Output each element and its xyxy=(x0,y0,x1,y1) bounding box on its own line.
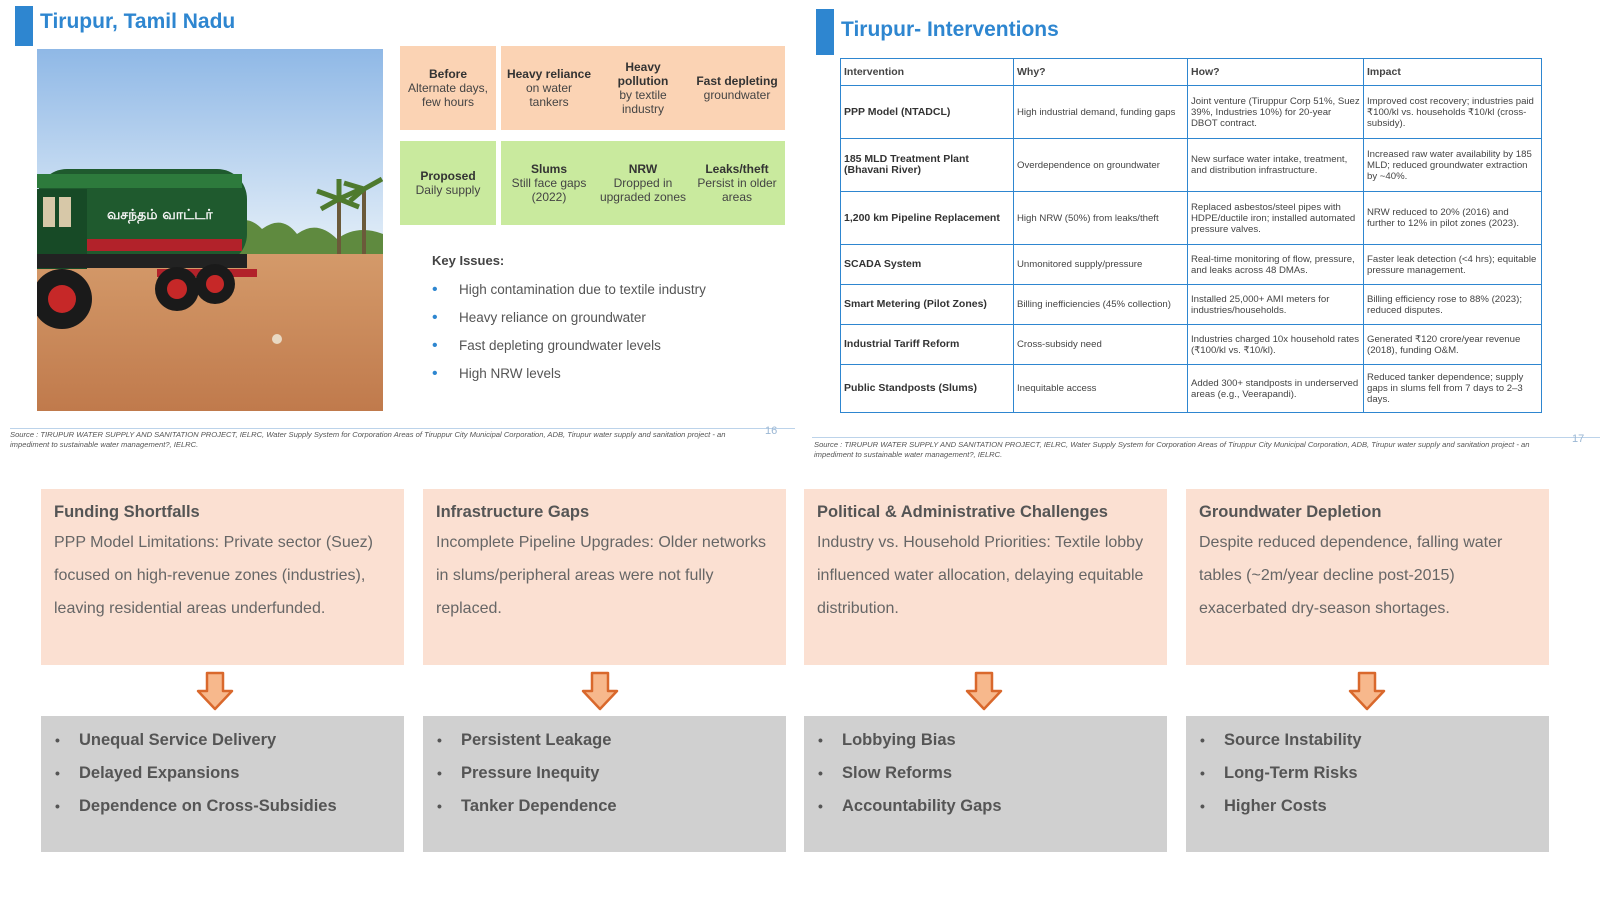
table-cell: Cross-subsidy need xyxy=(1014,325,1188,365)
source-divider xyxy=(10,428,795,429)
key-issues-list xyxy=(432,280,706,392)
table-row xyxy=(841,192,1542,245)
challenge-text: Despite reduced dependence, falling water tables (~2m/year decline post-2015) exacerbated dry-season shortages. xyxy=(1199,534,1503,617)
challenge-card-political xyxy=(804,489,1167,665)
tile-nrw: NRW Dropped in upgraded zones xyxy=(595,141,691,225)
key-issue-item: • High NRW levels xyxy=(432,364,706,392)
effect-item: • Accountability Gaps xyxy=(818,795,1153,828)
column-header: Impact xyxy=(1364,59,1542,86)
key-issue-item: • Heavy reliance on groundwater xyxy=(432,308,706,336)
tile-before: Before Alternate days, few hours xyxy=(400,46,496,130)
down-arrow-icon xyxy=(964,671,1004,711)
challenge-text: PPP Model Limitations: Private sector (Suez) focused on high-revenue zones (industries), leaving residential areas underfunded. xyxy=(54,534,373,617)
table-row xyxy=(841,285,1542,325)
effect-item: • Dependence on Cross-Subsidies xyxy=(55,795,390,828)
table-cell: Improved cost recovery; industries paid ₹100/kl vs. households ₹10/kl (cross-subsidy). xyxy=(1364,86,1542,139)
tile-heavy-reliance: Heavy reliance on water tankers xyxy=(501,46,597,130)
source-citation-right: Source : TIRUPUR WATER SUPPLY AND SANITATION PROJECT, IELRC, Water Supply System for Corporation Areas of Tiruppur City Municipal Corporation, ADB, Tirupur water supply and sanitation project - an impediment to sustainable water management?, IELRC. xyxy=(814,440,1530,459)
challenge-text: Industry vs. Household Priorities: Textile lobby influenced water allocation, delaying equitable distribution. xyxy=(817,534,1144,617)
effect-item: • Slow Reforms xyxy=(818,762,1153,795)
table-cell: 1,200 km Pipeline Replacement xyxy=(841,192,1014,245)
slide-title-right: Tirupur- Interventions xyxy=(841,18,1059,41)
challenge-card-groundwater xyxy=(1186,489,1549,665)
effects-card-groundwater xyxy=(1186,716,1549,852)
table-row xyxy=(841,325,1542,365)
table-cell: Overdependence on groundwater xyxy=(1014,139,1188,192)
effect-item: • Persistent Leakage xyxy=(437,729,772,762)
title-accent-bar-right xyxy=(816,9,834,55)
table-row xyxy=(841,245,1542,285)
table-cell: High NRW (50%) from leaks/theft xyxy=(1014,192,1188,245)
down-arrow-icon xyxy=(195,671,235,711)
challenge-text: Incomplete Pipeline Upgrades: Older networks in slums/peripheral areas were not fully replaced. xyxy=(436,534,766,617)
table-cell: Installed 25,000+ AMI meters for industries/households. xyxy=(1188,285,1364,325)
tank-lettering: வசந்தம் வாட்டர் xyxy=(107,207,213,223)
effect-item: • Lobbying Bias xyxy=(818,729,1153,762)
table-cell: Joint venture (Tiruppur Corp 51%, Suez 39%, Industries 10%) for 20-year DBOT contract. xyxy=(1188,86,1364,139)
table-header-row xyxy=(841,59,1542,86)
table-cell: Faster leak detection (<4 hrs); equitable pressure management. xyxy=(1364,245,1542,285)
column-header: Why? xyxy=(1014,59,1188,86)
table-cell: NRW reduced to 20% (2016) and further to 12% in pilot zones (2023). xyxy=(1364,192,1542,245)
challenge-title: Funding Shortfalls xyxy=(54,503,200,521)
table-cell: Added 300+ standposts in underserved areas (e.g., Veerapandi). xyxy=(1188,365,1364,413)
table-cell: Smart Metering (Pilot Zones) xyxy=(841,285,1014,325)
down-arrow-icon xyxy=(580,671,620,711)
table-cell: Real-time monitoring of flow, pressure, and leaks across 48 DMAs. xyxy=(1188,245,1364,285)
table-cell: Replaced asbestos/steel pipes with HDPE/ductile iron; installed automated pressure valves. xyxy=(1188,192,1364,245)
source-citation-left: Source : TIRUPUR WATER SUPPLY AND SANITATION PROJECT, IELRC, Water Supply System for Corporation Areas of Tiruppur City Municipal Corporation, ADB, Tirupur water supply and sanitation project - an impediment to sustainable water management?, IELRC. xyxy=(10,430,726,449)
tile-slums: Slums Still face gaps (2022) xyxy=(501,141,597,225)
challenge-title: Political & Administrative Challenges xyxy=(817,503,1108,521)
water-tanker-illustration xyxy=(37,49,383,411)
table-cell: Reduced tanker dependence; supply gaps in slums fell from 7 days to 2–3 days. xyxy=(1364,365,1542,413)
challenge-title: Groundwater Depletion xyxy=(1199,503,1382,521)
table-cell: Increased raw water availability by 185 MLD; reduced groundwater extraction by ~40%. xyxy=(1364,139,1542,192)
page-number-left: 16 xyxy=(765,425,778,437)
table-cell: High industrial demand, funding gaps xyxy=(1014,86,1188,139)
table-cell: Unmonitored supply/pressure xyxy=(1014,245,1188,285)
table-cell: Generated ₹120 crore/year revenue (2018), funding O&M. xyxy=(1364,325,1542,365)
table-cell: PPP Model (NTADCL) xyxy=(841,86,1014,139)
table-row xyxy=(841,139,1542,192)
column-header: How? xyxy=(1188,59,1364,86)
effect-item: • Pressure Inequity xyxy=(437,762,772,795)
tile-proposed: Proposed Daily supply xyxy=(400,141,496,225)
left-slide xyxy=(0,0,795,455)
tile-fast-depleting: Fast depleting groundwater xyxy=(689,46,785,130)
column-header: Intervention xyxy=(841,59,1014,86)
key-issues-title: Key Issues: xyxy=(432,253,505,268)
table-row xyxy=(841,86,1542,139)
source-divider-right xyxy=(812,437,1600,438)
title-accent-bar xyxy=(15,6,33,46)
slide-title-left: Tirupur, Tamil Nadu xyxy=(40,10,236,33)
down-arrow-icon xyxy=(1347,671,1387,711)
challenge-card-funding xyxy=(41,489,404,665)
table-cell: 185 MLD Treatment Plant (Bhavani River) xyxy=(841,139,1014,192)
table-cell: Billing efficiency rose to 88% (2023); reduced disputes. xyxy=(1364,285,1542,325)
water-tanker-photo xyxy=(37,49,383,411)
challenge-card-infrastructure xyxy=(423,489,786,665)
table-cell: Public Standposts (Slums) xyxy=(841,365,1014,413)
effects-card-infrastructure xyxy=(423,716,786,852)
effect-item: • Unequal Service Delivery xyxy=(55,729,390,762)
table-cell: Industries charged 10x household rates (₹100/kl vs. ₹10/kl). xyxy=(1188,325,1364,365)
page-number-right: 17 xyxy=(1572,433,1585,445)
key-issue-item: • High contamination due to textile industry xyxy=(432,280,706,308)
challenge-title: Infrastructure Gaps xyxy=(436,503,590,521)
interventions-table xyxy=(840,58,1542,413)
table-cell: Billing inefficiencies (45% collection) xyxy=(1014,285,1188,325)
effect-item: • Tanker Dependence xyxy=(437,795,772,828)
tile-heavy-pollution: Heavy pollution by textile industry xyxy=(595,46,691,130)
table-row xyxy=(841,365,1542,413)
effect-item: • Delayed Expansions xyxy=(55,762,390,795)
table-cell: Industrial Tariff Reform xyxy=(841,325,1014,365)
effect-item: • Higher Costs xyxy=(1200,795,1535,828)
tile-leaks-theft: Leaks/theft Persist in older areas xyxy=(689,141,785,225)
effect-item: • Source Instability xyxy=(1200,729,1535,762)
table-cell: SCADA System xyxy=(841,245,1014,285)
table-cell: New surface water intake, treatment, and distribution infrastructure. xyxy=(1188,139,1364,192)
effects-card-political xyxy=(804,716,1167,852)
effect-item: • Long-Term Risks xyxy=(1200,762,1535,795)
key-issue-item: • Fast depleting groundwater levels xyxy=(432,336,706,364)
table-cell: Inequitable access xyxy=(1014,365,1188,413)
effects-card-funding xyxy=(41,716,404,852)
